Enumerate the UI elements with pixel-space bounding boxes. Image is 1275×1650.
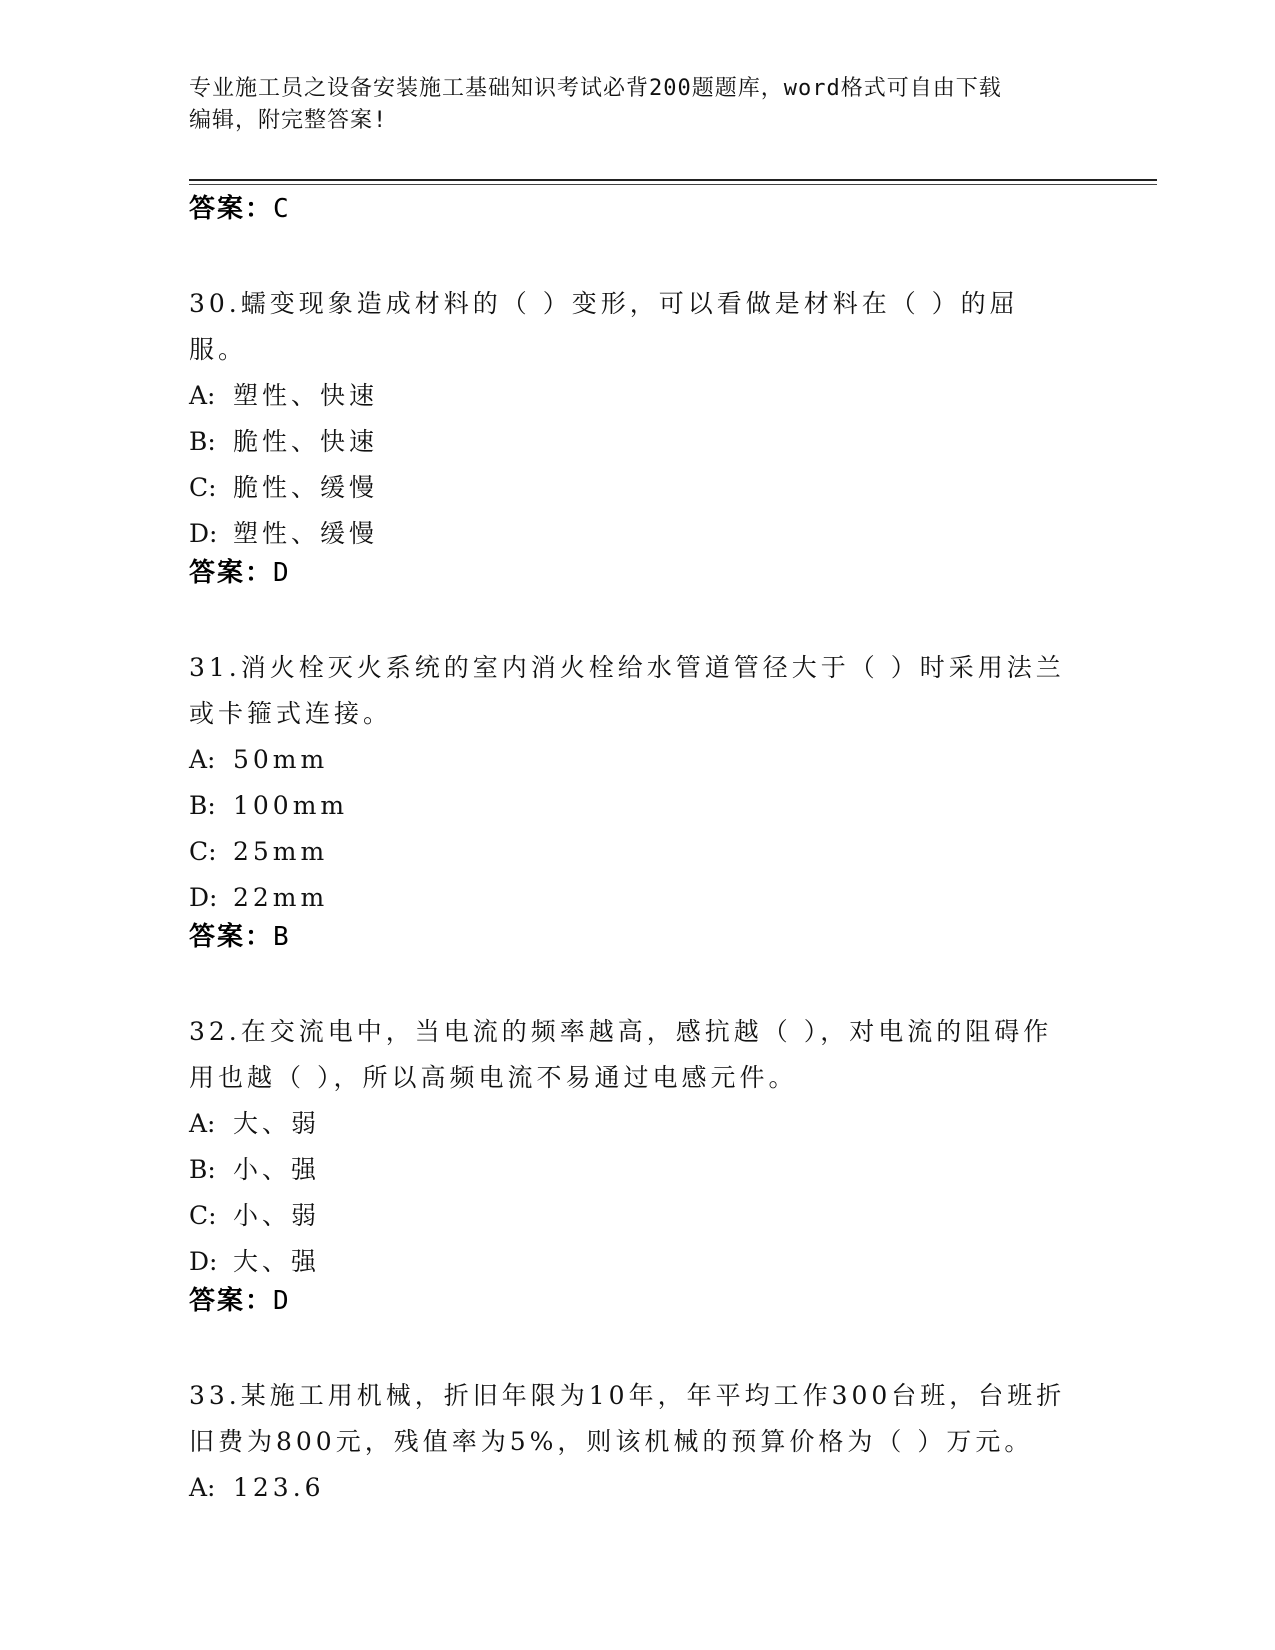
header-divider <box>189 179 1157 181</box>
option-text: 123.6 <box>233 1473 325 1502</box>
option-text: 大、强 <box>233 1247 321 1276</box>
question-block <box>189 645 1069 965</box>
option-a <box>189 1465 1069 1511</box>
option-key: B: <box>189 427 216 456</box>
option-key: A: <box>189 1109 216 1138</box>
option-b <box>189 419 1069 465</box>
question-list <box>189 193 1069 1511</box>
option-b <box>189 783 1069 829</box>
answer-line <box>189 193 1069 237</box>
option-d <box>189 1239 1069 1285</box>
option-a <box>189 373 1069 419</box>
option-key: D: <box>189 883 218 912</box>
answer-label: 答案： <box>189 1286 274 1316</box>
question-block <box>189 1373 1069 1511</box>
answer-value: D <box>273 1286 290 1316</box>
option-text: 塑性、快速 <box>233 381 379 410</box>
option-text: 22mm <box>233 883 329 912</box>
option-c <box>189 1193 1069 1239</box>
option-key: C: <box>189 1201 217 1230</box>
option-c <box>189 829 1069 875</box>
spacer <box>189 965 1069 1009</box>
option-key: D: <box>189 519 218 548</box>
answer-label: 答案： <box>189 922 274 952</box>
option-key: A: <box>189 1473 216 1502</box>
option-b <box>189 1147 1069 1193</box>
option-a <box>189 737 1069 783</box>
option-d <box>189 511 1069 557</box>
option-text: 塑性、缓慢 <box>233 519 379 548</box>
document-header <box>189 73 1069 137</box>
option-text: 50mm <box>233 745 329 774</box>
question-stem: 32.在交流电中，当电流的频率越高，感抗越（ ），对电流的阻碍作用也越（ ），所以高频电流不易通过电感元件。 <box>189 1017 1053 1092</box>
header-line-2: 编辑，附完整答案! <box>189 108 388 133</box>
question-stem: 30.蠕变现象造成材料的（ ）变形，可以看做是材料在（ ）的屈服。 <box>189 289 1019 364</box>
option-text: 小、弱 <box>233 1201 321 1230</box>
header-divider-thin <box>189 184 1157 185</box>
option-a <box>189 1101 1069 1147</box>
answer-label: 答案： <box>189 194 274 224</box>
option-key: C: <box>189 473 217 502</box>
option-text: 脆性、快速 <box>233 427 379 456</box>
option-key: A: <box>189 745 216 774</box>
header-line-1: 专业施工员之设备安装施工基础知识考试必背200题题库，word格式可自由下载 <box>189 76 1002 101</box>
option-text: 大、弱 <box>233 1109 321 1138</box>
option-text: 100mm <box>233 791 349 820</box>
answer-value: C <box>273 194 290 224</box>
option-key: C: <box>189 837 217 866</box>
answer-line <box>189 921 1069 965</box>
spacer <box>189 237 1069 281</box>
option-d <box>189 875 1069 921</box>
answer-line <box>189 1285 1069 1329</box>
question-stem: 31.消火栓灭火系统的室内消火栓给水管道管径大于（ ）时采用法兰或卡箍式连接。 <box>189 653 1065 728</box>
question-stem: 33.某施工用机械，折旧年限为10年，年平均工作300台班，台班折旧费为800元，残值率为5%，则该机械的预算价格为（ ）万元。 <box>189 1381 1066 1456</box>
option-c <box>189 465 1069 511</box>
option-text: 小、强 <box>233 1155 321 1184</box>
answer-label: 答案： <box>189 558 274 588</box>
answer-value: D <box>273 558 290 588</box>
option-key: B: <box>189 1155 216 1184</box>
spacer <box>189 1329 1069 1373</box>
question-block <box>189 1009 1069 1329</box>
question-block <box>189 281 1069 601</box>
option-key: D: <box>189 1247 218 1276</box>
option-text: 脆性、缓慢 <box>233 473 379 502</box>
answer-value: B <box>273 922 290 952</box>
spacer <box>189 601 1069 645</box>
option-key: A: <box>189 381 216 410</box>
option-text: 25mm <box>233 837 329 866</box>
option-key: B: <box>189 791 216 820</box>
answer-line <box>189 557 1069 601</box>
